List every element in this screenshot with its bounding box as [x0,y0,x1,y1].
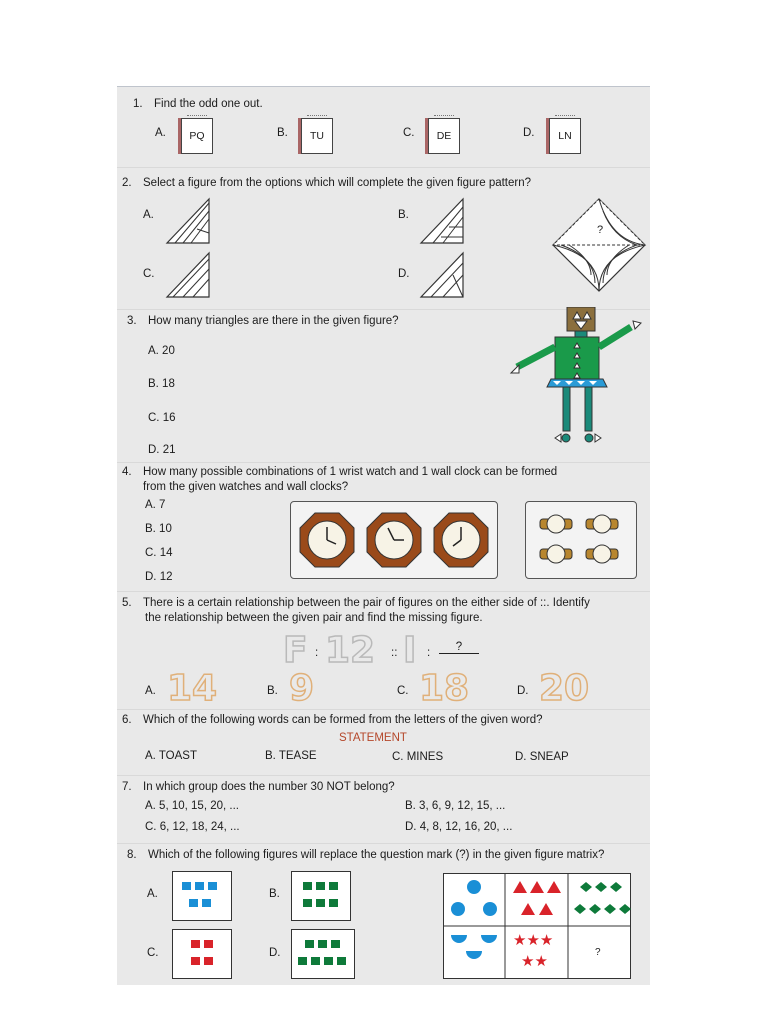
puzzle-letter-left: F [283,630,308,671]
square-icon [204,940,213,948]
question-text: There is a certain relationship between the pair of figures on the either side of ::. Identify [143,597,590,609]
option-text: B. 10 [145,523,172,535]
question-mark: ? [595,947,601,958]
square-icon [298,957,307,965]
question-text: Select a figure from the options which will complete the given figure pattern? [143,177,532,189]
option-text: B. TEASE [265,750,317,762]
option-letter: B. [267,685,278,697]
triangle-figure-c [165,251,211,299]
option-letter: A. [145,685,156,697]
question-number: 3. [127,315,137,327]
question-text: In which group does the number 30 NOT belong? [143,781,395,793]
question-number: 4. [122,466,132,478]
divider [117,843,650,844]
question-text: Which of the following figures will replace the question mark (?) in the given figure matrix? [148,849,605,861]
question-text: Which of the following words can be formed from the letters of the given word? [143,714,543,726]
wrist-watch-icons [534,510,628,570]
square-icon [331,940,340,948]
question-number: 2. [122,177,132,189]
square-icon [318,940,327,948]
puzzle-colon: : [315,647,319,659]
option-text: A. 5, 10, 15, 20, ... [145,800,239,812]
square-icon [204,957,213,965]
option-text: C. 16 [148,412,176,424]
question-text: How many possible combinations of 1 wrist watch and 1 wall clock can be formed [143,466,558,478]
question-number: 5. [122,597,132,609]
calendar-card: TU [301,118,333,154]
question-2 [117,171,650,311]
option-number: 18 [419,668,470,709]
question-text: Find the odd one out. [154,98,263,110]
square-icon [191,940,200,948]
question-number: 7. [122,781,132,793]
option-figure-b [291,871,351,921]
question-text: How many triangles are there in the given figure? [148,315,399,327]
square-icon [337,957,346,965]
wall-clock-icons [299,512,489,568]
option-number: 20 [539,668,590,709]
divider [117,775,650,776]
question-number: 1. [133,98,143,110]
option-text: C. 14 [145,547,173,559]
calendar-card: LN [549,118,581,154]
puzzle-colon: : [427,647,431,659]
svg-text:★★★: ★★★ [513,931,554,949]
option-text: A. TOAST [145,750,197,762]
option-letter: A. [143,209,154,221]
divider [117,462,650,463]
pattern-figure [551,197,647,293]
square-icon [202,899,211,907]
option-letter: C. [397,685,409,697]
option-letter: B. [269,888,280,900]
question-number: 8. [127,849,137,861]
svg-text:★★: ★★ [521,952,548,970]
option-letter: C. [147,947,159,959]
square-icon [208,882,217,890]
question-8 [117,847,650,985]
square-icon [311,957,320,965]
question-text-line2: from the given watches and wall clocks? [143,481,349,493]
square-icon [316,899,325,907]
square-icon [191,957,200,965]
option-figure-c [172,929,232,979]
divider [117,167,650,168]
wrist-watches-box [525,501,637,579]
wall-clocks-box [290,501,498,579]
question-1 [117,87,650,165]
question-4 [117,465,650,589]
puzzle-letter-right: I [403,630,417,671]
option-letter: C. [403,127,415,139]
calendar-card: DE [428,118,460,154]
option-letter: B. [277,127,288,139]
square-icon [329,882,338,890]
square-icon [303,899,312,907]
square-icon [195,882,204,890]
triangle-figure-a [165,197,211,245]
option-letter: B. [398,209,409,221]
option-text: A. 7 [145,499,166,511]
question-number: 6. [122,714,132,726]
puzzle-blank: ? [439,641,479,654]
square-icon [182,882,191,890]
question-mark: ? [597,224,604,236]
option-figure-a [172,871,232,921]
option-text: A. 20 [148,345,175,357]
question-text-line2: the relationship between the given pair and find the missing figure. [145,612,483,624]
option-letter: A. [155,127,166,139]
divider [117,709,650,710]
square-icon [305,940,314,948]
option-letter: D. [523,127,535,139]
square-icon [189,899,198,907]
option-letter: A. [147,888,158,900]
option-letter: D. [517,685,529,697]
option-figure-d [291,929,355,979]
question-6 [117,713,650,771]
given-word: STATEMENT [339,732,407,744]
square-icon [324,957,333,965]
question-3 [117,313,650,463]
calendar-card: PQ [181,118,213,154]
option-letter: C. [143,268,155,280]
option-text: B. 18 [148,378,175,390]
option-text: C. 6, 12, 18, 24, ... [145,821,240,833]
question-7 [117,777,650,841]
option-number: 9 [289,668,315,709]
figure-matrix [443,873,631,979]
square-icon [316,882,325,890]
option-text: D. 21 [148,444,176,456]
option-text: B. 3, 6, 9, 12, 15, ... [405,800,506,812]
question-5 [117,595,650,711]
option-text: D. 4, 8, 12, 16, 20, ... [405,821,513,833]
puzzle-double-colon: :: [391,647,398,659]
worksheet [117,86,650,985]
option-number: 14 [167,668,218,709]
square-icon [303,882,312,890]
puzzle-number: 12 [325,630,376,671]
option-text: C. MINES [392,751,444,763]
option-text: D. 12 [145,571,173,583]
option-letter: D. [269,947,281,959]
divider [117,591,650,592]
square-icon [329,899,338,907]
triangle-figure-b [419,197,465,245]
option-text: D. SNEAP [515,751,569,763]
triangle-figure-d [419,251,465,299]
option-letter: D. [398,268,410,280]
robot-figure [507,307,647,457]
